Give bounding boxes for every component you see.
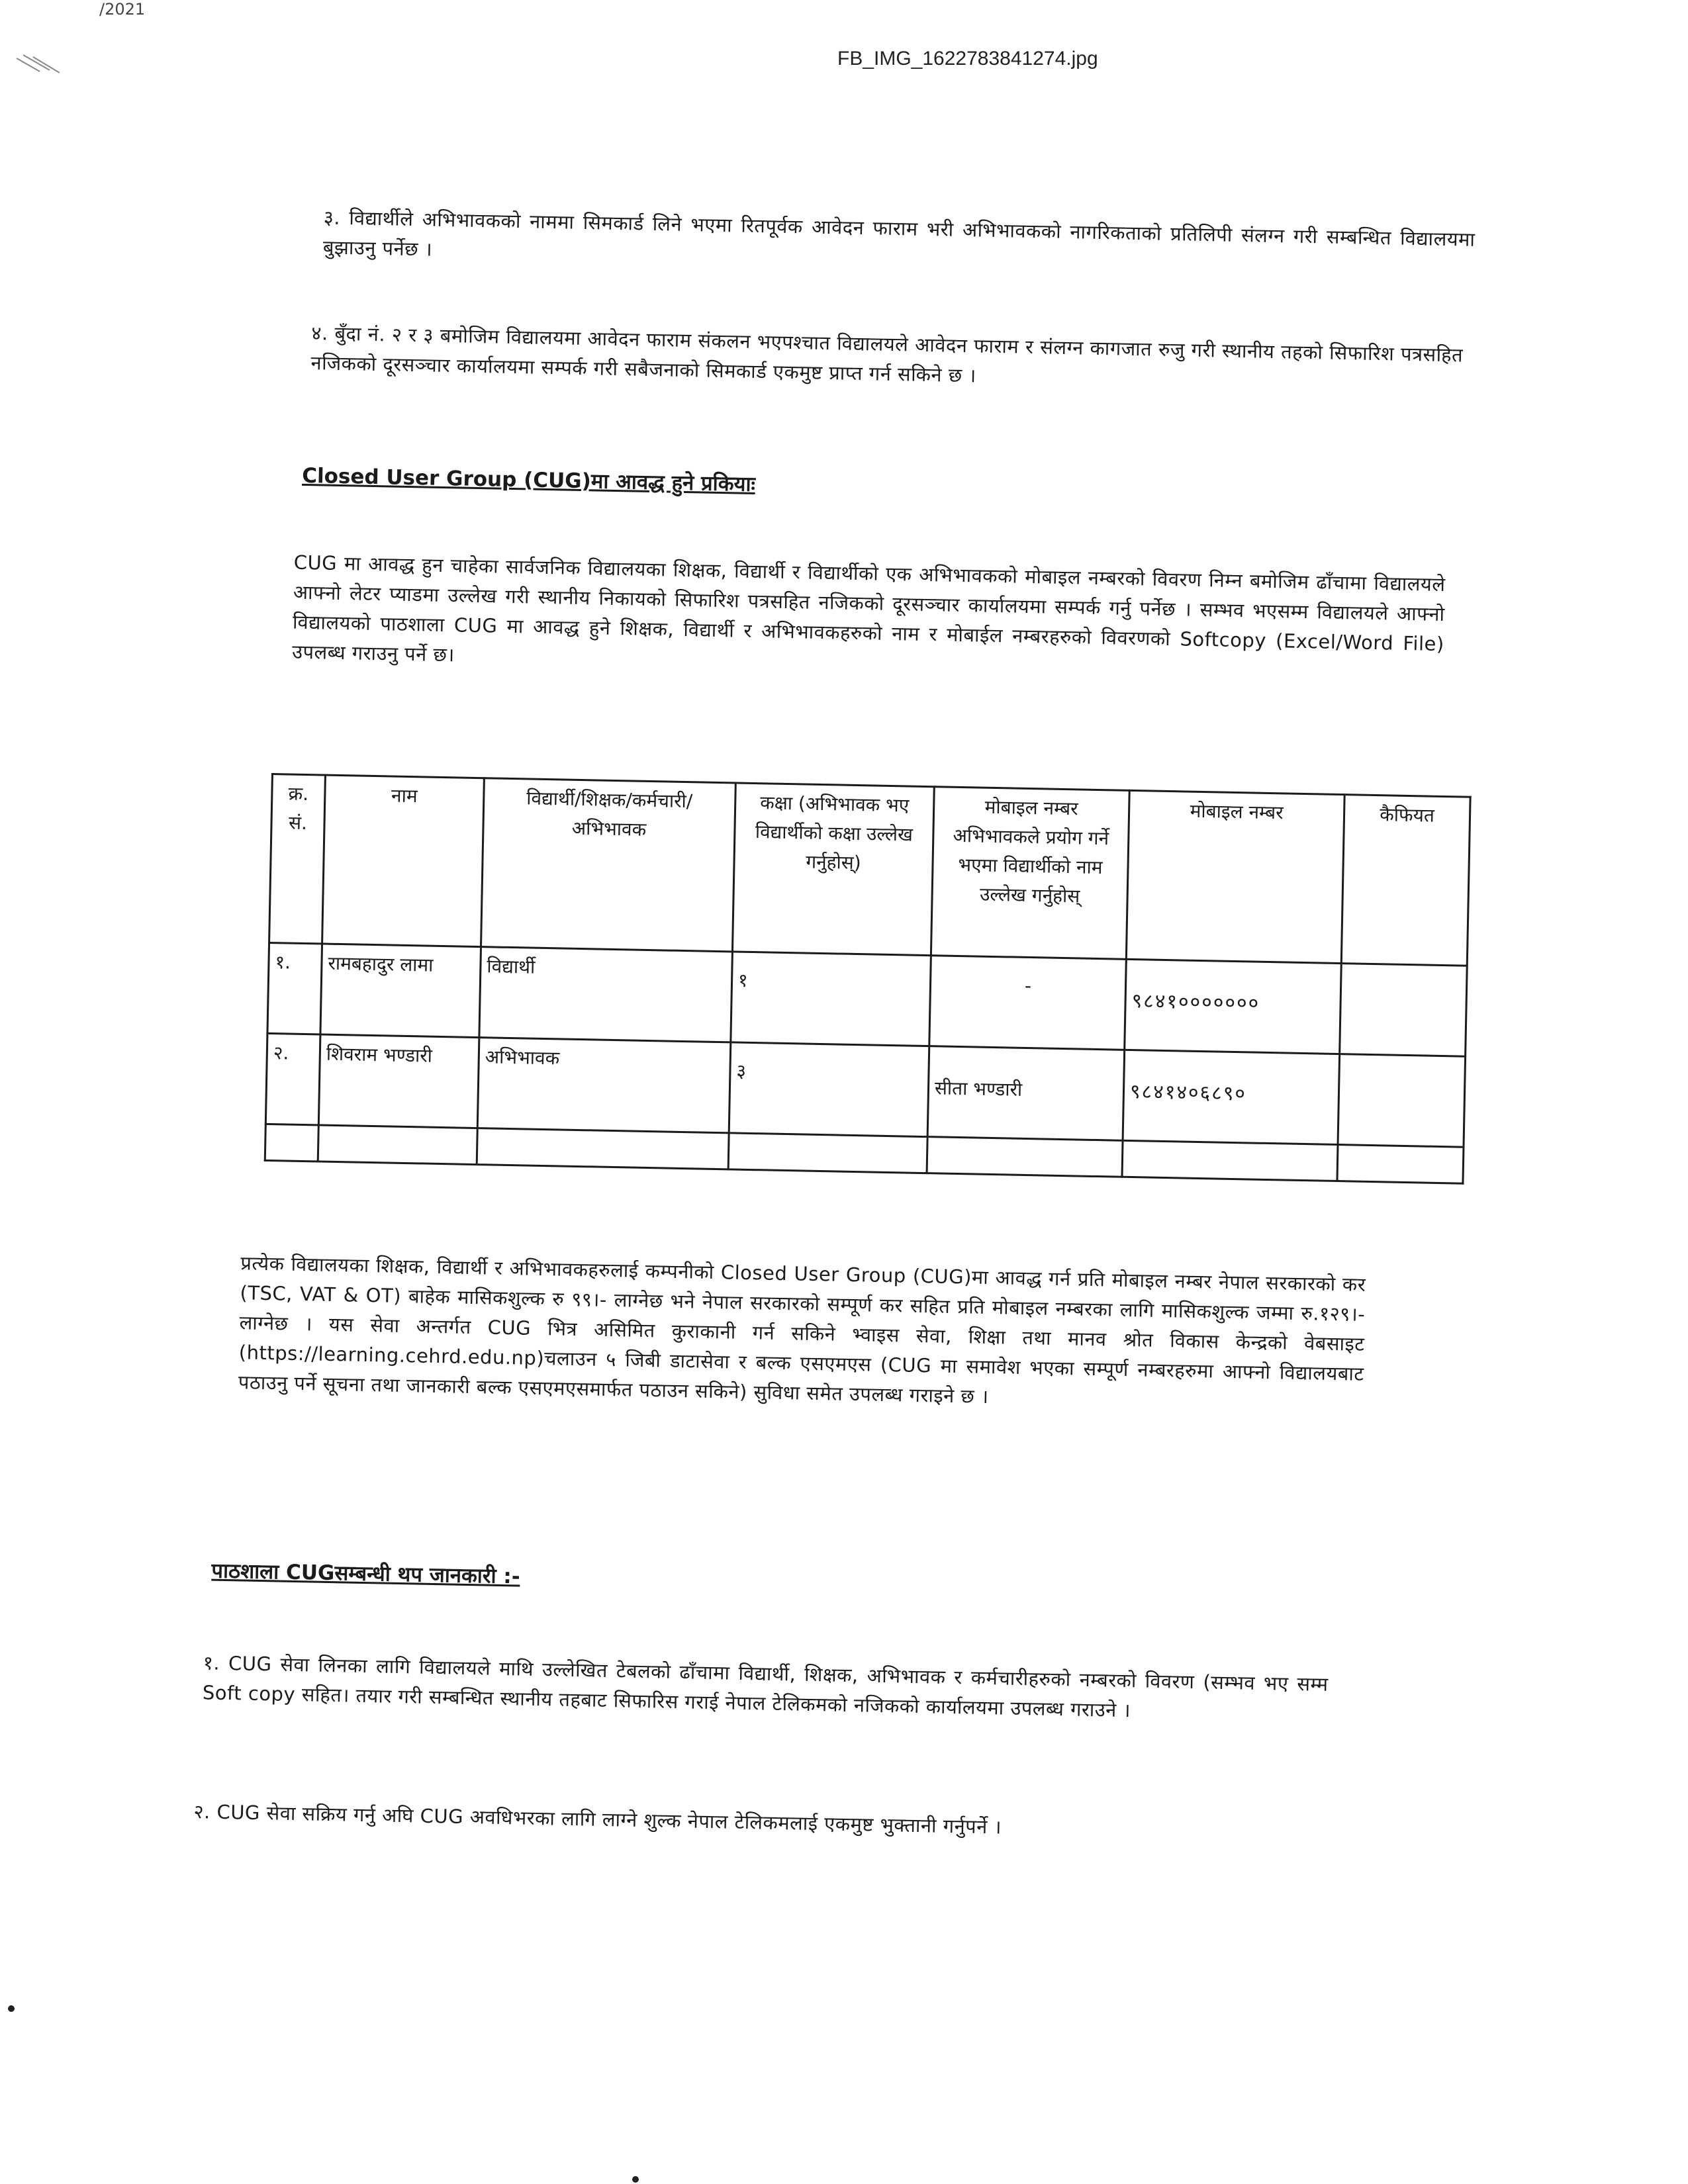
header-name: नाम	[322, 775, 485, 947]
list-item-2: २. CUG सेवा सक्रिय गर्नु अघि CUG अवधिभरका लागि लाग्ने शुल्क नेपाल टेलिकमलाई एकमुष्ट भुक्तानी गर्नुपर्ने ।	[193, 1800, 1002, 1839]
cug-details-table	[264, 773, 1472, 1185]
image-filename: FB_IMG_1622783841274.jpg	[837, 48, 1098, 69]
header-mobile-number: मोबाइल नम्बर	[1126, 790, 1344, 963]
cell-class: १	[731, 952, 931, 1046]
cell-role: विद्यार्थी	[479, 947, 733, 1042]
cell-student-name: -	[929, 956, 1127, 1050]
header-remarks: कैफियत	[1341, 795, 1470, 966]
section-heading-cug-process: Closed User Group (CUG)मा आवद्ध हुने प्रकियाः	[301, 463, 756, 497]
paragraph-4: ४. बुँदा नं. २ र ३ बमोजिम विद्यालयमा आवेदन फाराम संकलन भएपश्चात विद्यालयले आवेदन फाराम र संलग्न कागजात रुजु गरी स्थानीय तहको सिफारिश पत्रसहित नजिकको दूरसञ्चार कार्यालयमा सम्पर्क गरी सबैजनाको सिमकार्ड एकमुष्ट प्राप्त गर्न सकिने छ ।	[310, 322, 1464, 387]
scan-dot	[8, 2005, 15, 2012]
header-student-name-if-guardian: मोबाइल नम्बर अभिभावकले प्रयोग गर्ने भएमा विद्यार्थीको नाम उल्लेख गर्नुहोस्	[931, 787, 1129, 960]
header-role: विद्यार्थी/शिक्षक/कर्मचारी/ अभिभावक	[481, 778, 736, 952]
cell-mobile: ९८४१०००००००	[1125, 959, 1342, 1054]
cell-student-name: सीता भण्डारी	[927, 1046, 1125, 1141]
scan-smudge	[13, 52, 79, 78]
cell-remarks	[1340, 964, 1468, 1057]
list-item-1: १. CUG सेवा लिनका लागि विद्यालयले माथि उल्लेखित टेबलको ढाँचामा विद्यार्थी, शिक्षक, अभिभावक र कर्मचारीहरुको नम्बरको विवरण (सम्भव भए सम्म Soft copy सहित। तयार गरी सम्बन्धित स्थानीय तहबाट सिफारिस गराई नेपाल टेलिकमको नजिकको कार्यालयमा उपलब्ध गराउने ।	[202, 1651, 1329, 1722]
scan-dot	[632, 2176, 639, 2183]
corner-date-fragment: /2021	[99, 0, 146, 19]
section-heading-more-info: पाठशाला CUGसम्बन्धी थप जानकारी :-	[211, 1559, 520, 1589]
paragraph-fee-details: प्रत्येक विद्यालयका शिक्षक, विद्यार्थी र अभिभावकहरुलाई कम्पनीको Closed User Group (CUG)मा आवद्ध गर्न प्रति मोबाइल नम्बर नेपाल सरकारको कर (TSC, VAT & OT) बाहेक मासिकशुल्क रु ९९।- लाग्नेछ भने नेपाल सरकारको सम्पूर्ण कर सहित प्रति मोबाइल नम्बरका लागि मासिकशुल्क जम्मा रु.१२९।- लाग्नेछ । यस सेवा अन्तर्गत CUG भित्र असिमित कुराकानी गर्न सकिने भ्वाइस सेवा, शिक्षा तथा मानव श्रोत विकास केन्द्रको वेबसाइट (https://learning.cehrd.edu.np)चलाउन ५ जिबी डाटासेवा र बल्क एसएमएस (CUG मा समावेश भएका सम्पूर्ण नम्बरहरुमा आफ्नो विद्यालयबाट पठाउनु पर्ने सूचना तथा जानकारी बल्क एसएमएसमार्फत पठाउन सकिने) सुविधा समेत उपलब्ध गराइने छ ।	[238, 1251, 1366, 1408]
table-header-row	[269, 774, 1471, 966]
cell-role: अभिभावक	[477, 1038, 731, 1133]
header-serial-number: क्र. सं.	[269, 774, 326, 944]
cell-name: शिवराम भण्डारी	[318, 1034, 479, 1128]
cell-mobile: ९८४१४०६८९०	[1123, 1050, 1340, 1144]
header-class: कक्षा (अभिभावक भए विद्यार्थीको कक्षा उल्लेख गर्नुहोस्)	[732, 783, 934, 956]
cell-serial: १.	[267, 942, 322, 1034]
cell-remarks	[1338, 1054, 1466, 1148]
paragraph-3: ३. विद्यार्थीले अभिभावकको नाममा सिमकार्ड लिने भएमा रितपूर्वक आवेदन फाराम भरी अभिभावकको नागरिकताको प्रतिलिपी संलग्न गरी सम्बन्धित विद्यालयमा बुझाउनु पर्नेछ ।	[322, 206, 1476, 261]
cell-name: रामबहादुर लामा	[320, 944, 481, 1038]
cell-serial: २.	[265, 1033, 320, 1125]
paragraph-cug-intro: CUG मा आवद्ध हुन चाहेका सार्वजनिक विद्यालयका शिक्षक, विद्यार्थी र विद्यार्थीको एक अभिभावकको मोबाइल नम्बरको विवरण निम्न बमोजिम ढाँचामा विद्यालयले आफ्नो लेटर प्याडमा उल्लेख गरी स्थानीय निकायको सिफारिश पत्रसहित नजिकको दूरसञ्चार कार्यालयमा सम्पर्क गर्नु पर्नेछ । सम्भव भएसम्म विद्यालयले आफ्नो विद्यालयको पाठशाला CUG मा आवद्ध हुने शिक्षक, विद्यार्थी र अभिभावकहरुको नाम र मोबाईल नम्बरहरुको विवरणको Softcopy (Excel/Word File) उपलब्ध गराउनु पर्ने छ।	[291, 551, 1446, 666]
cell-class: ३	[729, 1042, 929, 1137]
